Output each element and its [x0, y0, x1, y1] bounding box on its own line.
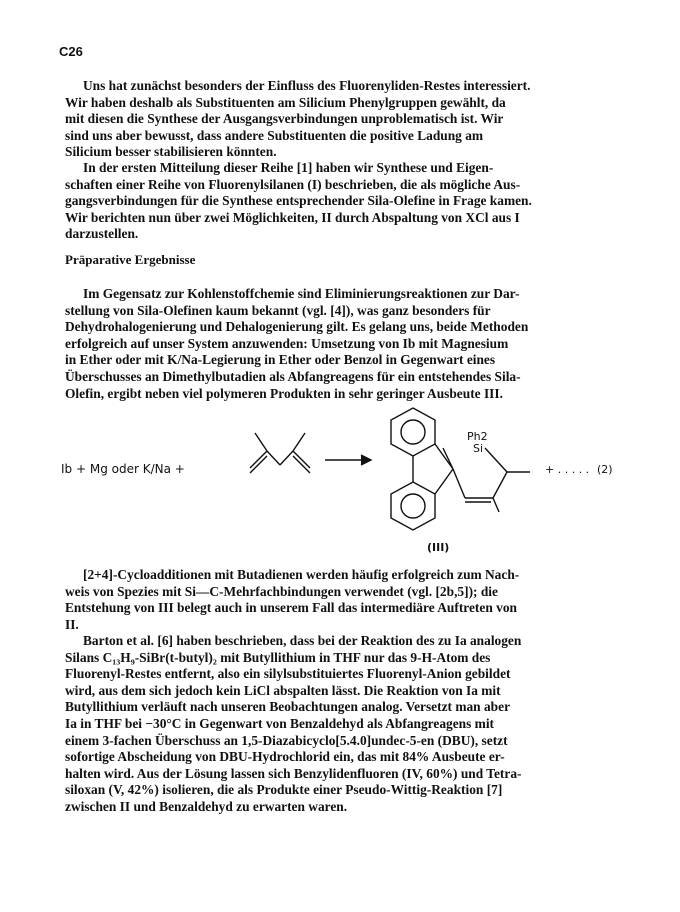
text-line: Ia in THF bei −30°C in Gegenwart von Benzaldehyd als Abfangreagens mit: [65, 715, 494, 731]
paragraph-cycloaddition: [65, 567, 625, 633]
text-line: stellung von Sila-Olefinen kaum bekannt (vgl. [4]), was ganz besonders für: [65, 302, 491, 318]
text-line: Olefin, ergibt neben viel polymeren Produkten in sehr geringer Ausbeute III.: [65, 385, 503, 401]
text-line: Silans C₁₃H₉-SiBr(t-butyl)₂ mit Butyllithium in THF nur das 9-H-Atom des: [65, 649, 491, 665]
text-line: darzustellen.: [65, 226, 139, 242]
text-line: Im Gegensatz zur Kohlenstoffchemie sind Eliminierungsreaktionen zur Dar-: [83, 286, 520, 301]
paragraph-first-communication: [65, 160, 625, 243]
text-line: Fluorenyl-Restes entfernt, also ein silylsubstituiertes Fluorenyl-Anion gebildet: [65, 666, 511, 682]
product-structure: [391, 408, 530, 530]
text-line: Überschusses an Dimethylbutadien als Abfangreagens für ein entstehendes Sila-: [65, 368, 521, 384]
text-line: wird, aus dem sich jedoch kein LiCl abspalten lässt. Die Reaktion von Ia mit: [65, 682, 501, 698]
paragraph-intro: [65, 78, 625, 161]
text-line: Dehydrohalogenierung und Dehalogenierung gilt. Es gelang uns, beide Methoden: [65, 319, 529, 335]
text-line: sofortige Abscheidung von DBU-Hydrochlorid ein, das mit 84% Ausbeute er-: [65, 749, 505, 765]
text-line: halten wird. Aus der Lösung lassen sich Benzylidenfluoren (IV, 60%) und Tetra-: [65, 765, 522, 781]
text-line: Entstehung von III belegt auch in unserem Fall das intermediäre Auftreten von: [65, 600, 517, 616]
section-heading: Präparative Ergebnisse: [65, 252, 196, 267]
text-line: gangsverbindungen für die Synthese entsprechender Sila-Olefine in Frage kamen.: [65, 193, 532, 209]
text-line: siloxan (V, 42%) isolieren, die als Produkte einer Pseudo-Wittig-Reaktion [7]: [65, 782, 503, 798]
compound-label: (III): [427, 541, 450, 554]
reaction-scheme: [55, 398, 635, 558]
paragraph-barton: [65, 633, 625, 816]
text-line: einem 3-fachen Überschuss an 1,5-Diazabicyclo[5.4.0]undec-5-en (DBU), setzt: [65, 732, 508, 748]
trailing-products: + . . . . .: [545, 463, 590, 476]
dimethylbutadiene-structure: [250, 433, 310, 473]
text-line: sind uns aber bewusst, dass andere Substituenten die positive Ladung am: [65, 127, 484, 143]
text-line: Uns hat zunächst besonders der Einfluss des Fluorenyliden-Restes interessiert.: [83, 78, 531, 93]
text-line: Wir berichten nun über zwei Möglichkeiten, II durch Abspaltung von XCl aus I: [65, 209, 520, 225]
text-line: in Ether oder mit K/Na-Legierung in Ether oder Benzol in Gegenwart eines: [65, 352, 496, 368]
phenyl-substituent: Ph2: [467, 430, 488, 443]
page-number: C26: [59, 44, 83, 59]
text-line: weis von Spezies mit Si—C-Mehrfachbindungen verwendet (vgl. [2b,5]); die: [65, 583, 498, 599]
text-line: Butyllithium verläuft nach unseren Beobachtungen analog. Versetzt man aber: [65, 699, 511, 715]
text-line: erfolgreich auf unser System anzuwenden: Umsetzung von Ib mit Magnesium: [65, 335, 509, 351]
paragraph-elimination: [65, 286, 625, 402]
equation-number: (2): [597, 463, 613, 476]
text-line: [2+4]-Cycloadditionen mit Butadienen werden häufig erfolgreich zum Nach-: [83, 567, 520, 582]
text-line: schaften einer Reihe von Fluorenylsilanen (I) beschrieben, die als mögliche Aus-: [65, 176, 521, 192]
text-line: mit diesen die Synthese der Ausgangsverbindungen unproblematisch ist. Wir: [65, 111, 504, 127]
text-line: zwischen II und Benzaldehyd zu erwarten waren.: [65, 798, 348, 814]
reaction-arrow: [325, 455, 371, 465]
text-line: Barton et al. [6] haben beschrieben, dass bei der Reaktion des zu Ia analogen: [83, 633, 522, 648]
text-line: In der ersten Mitteilung dieser Reihe [1] haben wir Synthese und Eigen-: [83, 160, 494, 175]
text-line: Silicium besser stabilisieren könnten.: [65, 144, 277, 160]
text-line: II.: [65, 616, 79, 632]
text-line: Wir haben deshalb als Substituenten am Silicium Phenylgruppen gewählt, da: [65, 94, 506, 110]
reaction-reactants: Ib + Mg oder K/Na +: [61, 462, 185, 476]
silicon-atom: Si: [473, 442, 484, 455]
